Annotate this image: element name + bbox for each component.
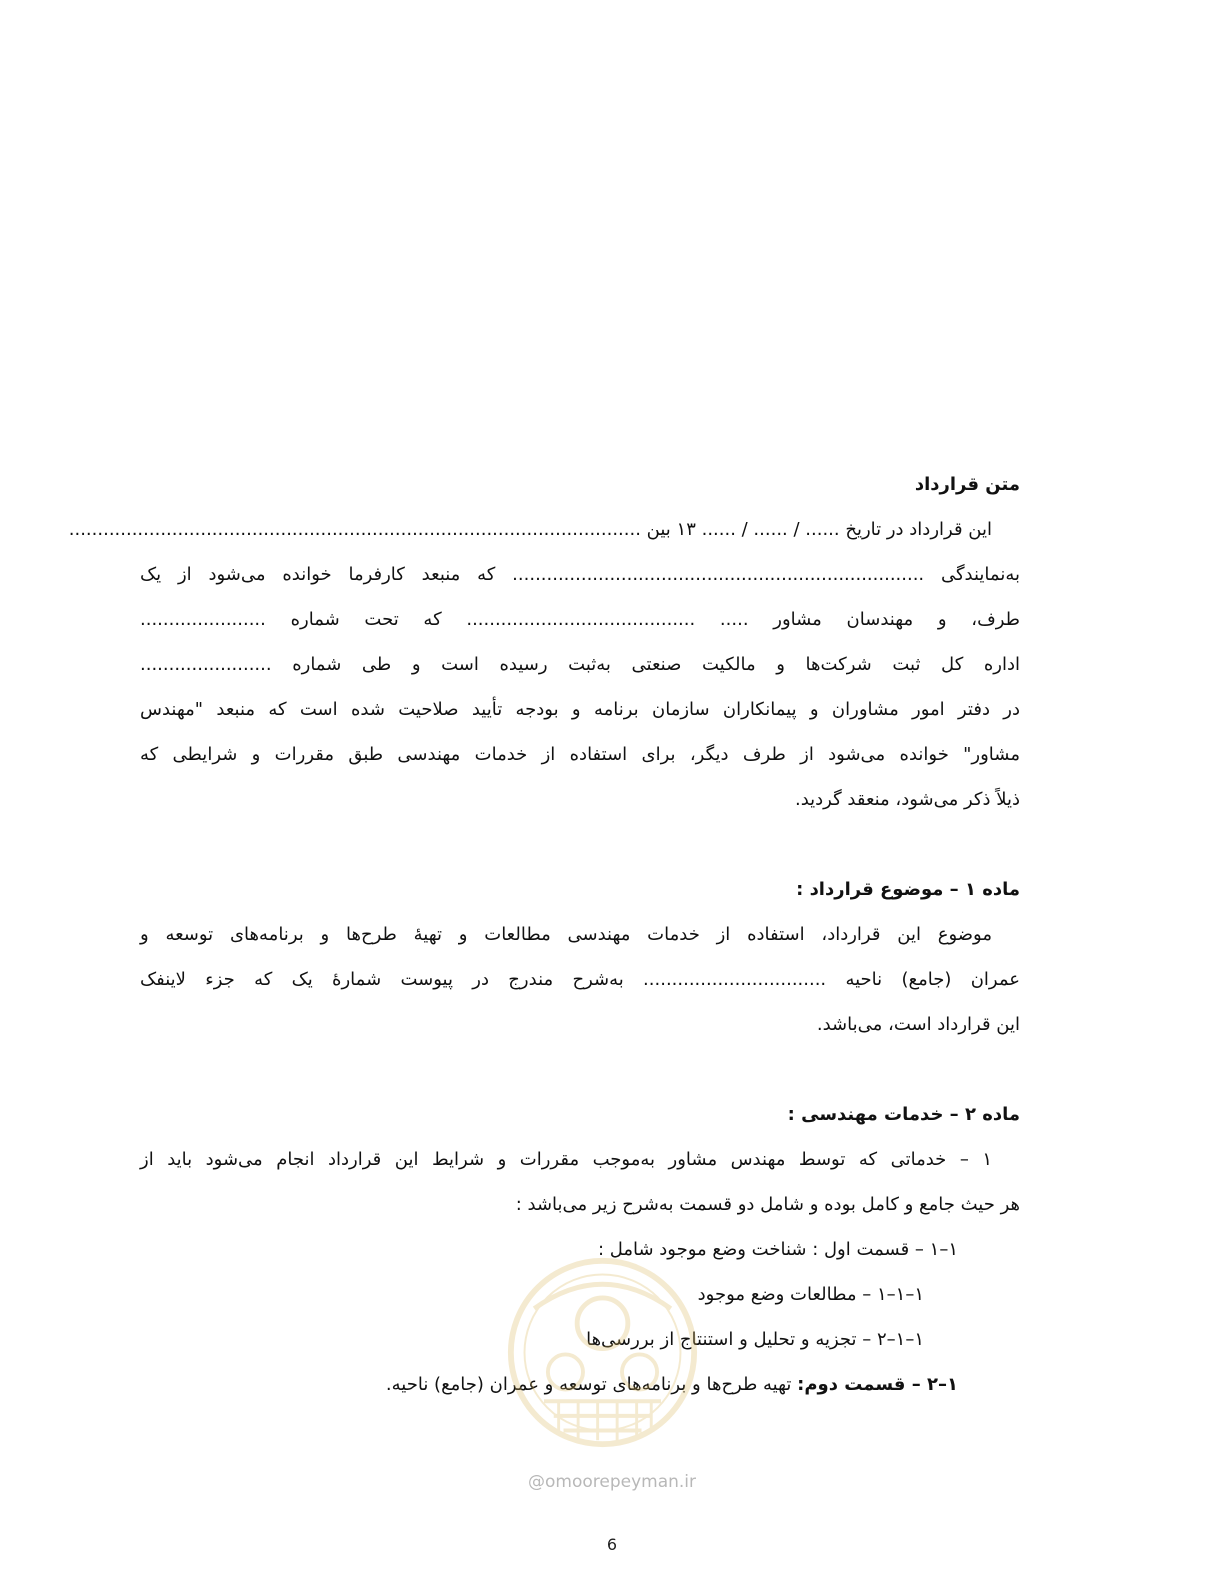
watermark-logo [505,1255,700,1450]
document-title: متن قرارداد [914,474,1020,495]
article2-item-label: ۱–۲ – قسمت دوم: [797,1374,958,1395]
intro-line: طرف، و مهندسان مشاور ..... ........................................ که تحت شماره ...................... [140,609,1020,630]
intro-line: در دفتر امور مشاوران و پیمانکاران سازمان برنامه و بودجه تأیید صلاحیت شده است که منبعد "مهندس [140,699,1020,720]
article2-subitem: ۱–۱–۲ – تجزیه و تحلیل و استنتاج از بررسی‌ها [586,1329,924,1350]
article2-subitem: ۱–۱–۱ – مطالعات وضع موجود [697,1284,924,1305]
article1-heading: ماده ۱ – موضوع قرارداد : [796,879,1020,900]
intro-line: این قرارداد در تاریخ ...... / ...... / ...... ۱۳ بین .................................................................................................... [68,519,992,540]
spacer [140,1047,1020,1092]
article2-line: هر حیث جامع و کامل بوده و شامل دو قسمت به‌شرح زیر می‌باشد : [515,1194,1020,1215]
article2-item: ۱–۱ – قسمت اول : شناخت وضع موجود شامل : [597,1239,958,1260]
intro-line: مشاور" خوانده می‌شود از طرف دیگر، برای استفاده از خدمات مهندسی طبق مقررات و شرایطی که [140,744,1020,765]
intro-line: ذیلاً ذکر می‌شود، منعقد گردید. [794,789,1020,810]
article2-heading: ماده ۲ – خدمات مهندسی : [787,1104,1020,1125]
article1-line: موضوع این قرارداد، استفاده از خدمات مهندسی مطالعات و تهیهٔ طرح‌ها و برنامه‌های توسعه و [140,924,992,945]
watermark-site-text: @omoorepeyman.ir [527,1472,697,1492]
article2-line: ۱ – خدماتی که توسط مهندس مشاور به‌موجب مقررات و شرایط این قرارداد انجام می‌شود باید از [140,1149,992,1170]
page-number: 6 [606,1535,618,1554]
spacer [140,822,1020,867]
intro-line: به‌نمایندگی ........................................................................ که منبعد کارفرما خوانده می‌شود از یک [140,564,1020,585]
article1-line: عمران (جامع) ناحیه ................................ به‌شرح مندرج در پیوست شمارهٔ یک که جزء لاینفک [140,969,1020,990]
article2-item-text: تهیه طرح‌ها و برنامه‌های توسعه و عمران (جامع) ناحیه. [385,1374,798,1395]
intro-line: اداره کل ثبت شرکت‌ها و مالکیت صنعتی به‌ثبت رسیده است و طی شماره ....................... [140,654,1020,675]
article1-line: این قرارداد است، می‌باشد. [816,1014,1020,1035]
